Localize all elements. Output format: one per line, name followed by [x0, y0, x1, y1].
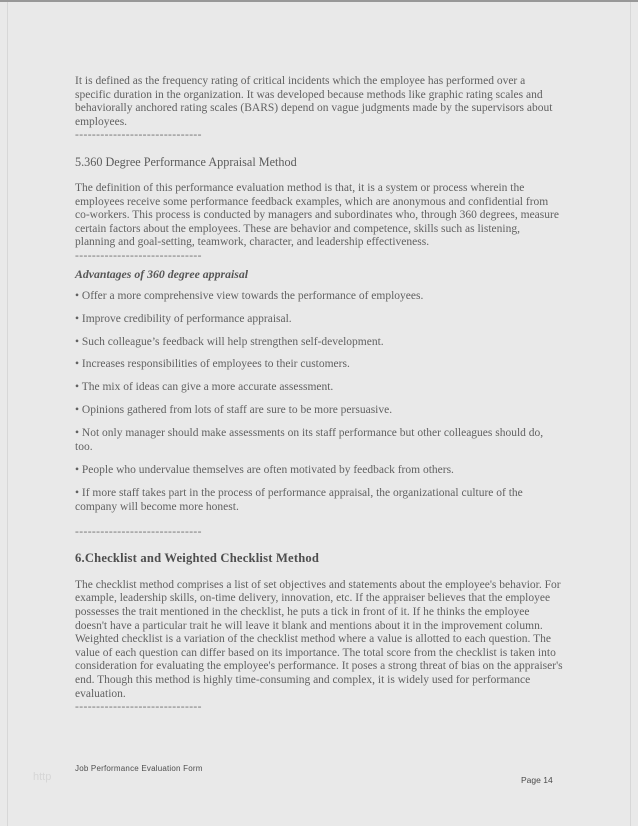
- list-item: • The mix of ideas can give a more accurate assessment.: [75, 381, 334, 394]
- list-item: • Not only manager should make assessments on its staff performance but other colleagues should do, too.: [75, 427, 544, 454]
- intro-paragraph: It is defined as the frequency rating of critical incidents which the employee has performed over a specific duration in the organization. It was developed because methods like graphic rating scales and behaviorally anchored rating scales (BARS) depend on vague judgments made by the supervisors about employees.: [75, 75, 553, 128]
- dashed-separator: ------------------------------: [75, 129, 202, 142]
- advantages-list: [75, 290, 563, 515]
- dashed-separator: ------------------------------: [75, 526, 202, 539]
- list-item: • Increases responsibilities of employees to their customers.: [75, 358, 350, 371]
- page-left-edge-line: [7, 2, 8, 826]
- section-heading-360-appraisal: 5.360 Degree Performance Appraisal Method: [75, 154, 297, 169]
- dashed-separator: ------------------------------: [75, 701, 202, 714]
- section-heading-checklist: 6.Checklist and Weighted Checklist Method: [75, 550, 320, 565]
- list-item: • Such colleague’s feedback will help strengthen self-development.: [75, 335, 384, 348]
- list-item: • Opinions gathered from lots of staff are sure to be more persuasive.: [75, 404, 393, 417]
- page-right-edge-line: [630, 2, 631, 826]
- footer-doc-title: Job Performance Evaluation Form: [75, 764, 203, 773]
- list-item: • If more staff takes part in the process of performance appraisal, the organizational culture of the company will become more honest.: [75, 487, 523, 513]
- dashed-separator: ------------------------------: [75, 249, 202, 262]
- watermark-text: http: [33, 771, 52, 783]
- page-number: Page 14: [521, 775, 553, 785]
- section-360-paragraph: The definition of this performance evaluation method is that, it is a system or process wherein the employees receive some performance feedback examples, which are anonymous and confidential from co-workers. This process is conducted by managers and subordinates who, through 360 degrees, measure certain factors about the employees. These are behavior and competence, skills such as listening, planning and goal-setting, teamwork, character, and leadership effectiveness.: [75, 181, 559, 249]
- list-item: • People who undervalue themselves are often motivated by feedback from others.: [75, 464, 454, 477]
- list-item: • Offer a more comprehensive view towards the performance of employees.: [75, 289, 424, 302]
- section-checklist-paragraph: The checklist method comprises a list of set objectives and statements about the employee's behavior. For example, leadership skills, on-time delivery, innovation, etc. If the appraiser believes that the employee possesses the trait mentioned in the checklist, he puts a tick in front of it. If he thinks the employee doesn't have a particular trait he will leave it blank and mentions about it in the improvement column. Weighted checklist is a variation of the checklist method where a value is allotted to each question. The value of each question can differ based on its importance. The total score from the checklist is taken into consideration for evaluating the employee's performance. It poses a strong threat of bias on the appraiser's end. Though this method is highly time-consuming and complex, it is widely used for performance evaluation.: [75, 578, 563, 700]
- advantages-heading: Advantages of 360 degree appraisal: [75, 266, 249, 281]
- document-body: [75, 0, 563, 715]
- list-item: • Improve credibility of performance appraisal.: [75, 312, 292, 325]
